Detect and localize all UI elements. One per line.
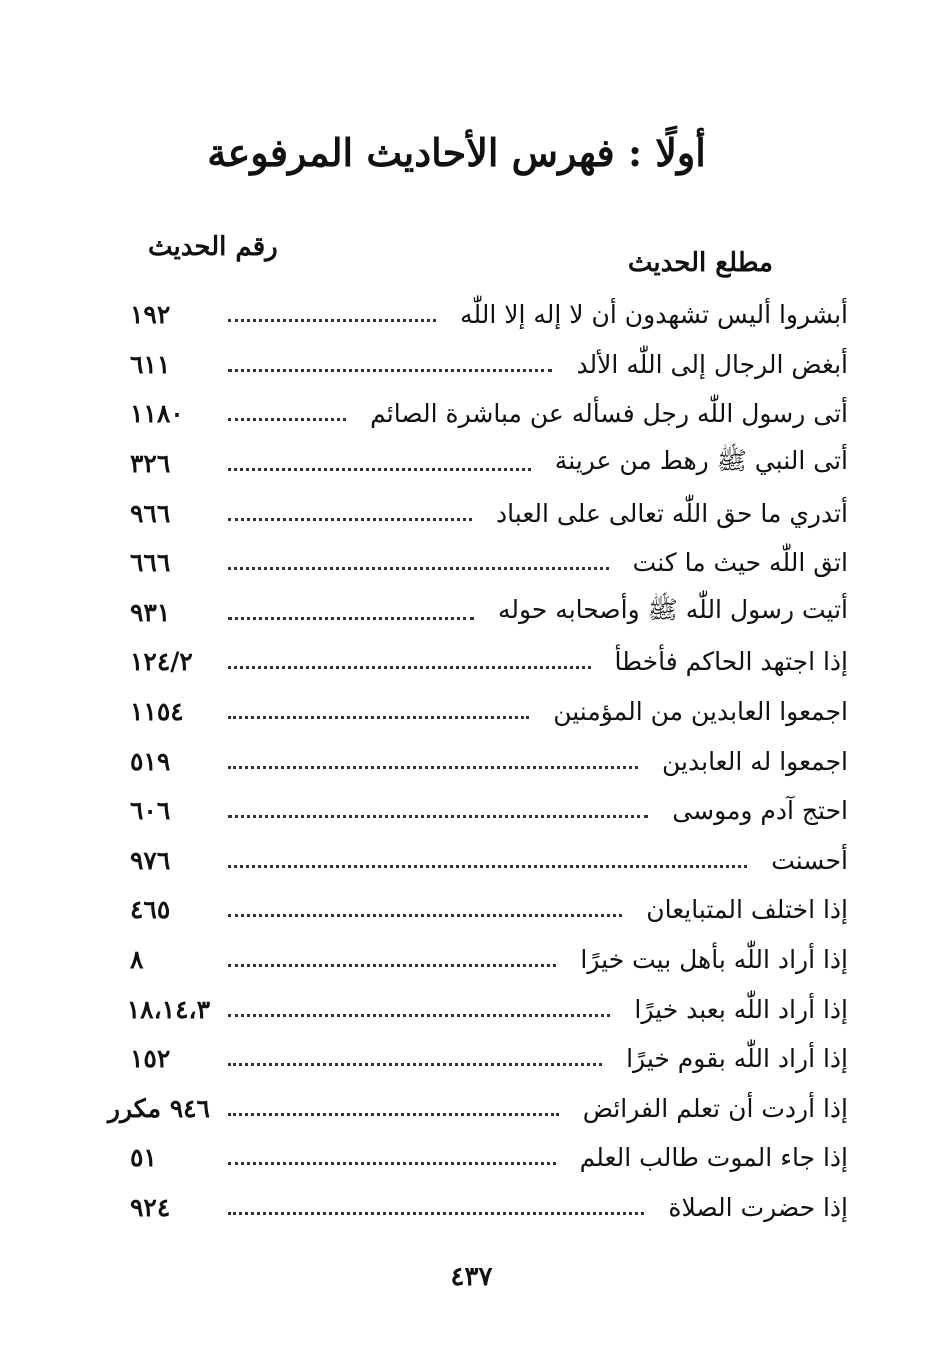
dot-leader [228, 1212, 644, 1215]
dot-leader [228, 1162, 556, 1165]
entry-number: ٩٦٦ [130, 498, 171, 528]
index-entries-list [107, 290, 848, 1232]
dot-leader [228, 815, 648, 818]
dot-leader [228, 964, 556, 967]
entry-text: إذا جاء الموت طالب العلم [579, 1143, 848, 1173]
dot-leader [228, 716, 529, 719]
dot-leader [228, 666, 591, 669]
entry-number: ٣٢٦ [130, 449, 171, 479]
entry-number: ١٢٤/٢ [130, 647, 193, 677]
entry-text: إذا أراد اللّٰه بقوم خيرًا [626, 1044, 848, 1074]
entry-number: ٦٦٦ [130, 548, 171, 578]
index-entry [130, 736, 848, 786]
dot-leader [228, 418, 346, 421]
dot-leader [228, 617, 474, 620]
entry-text: احتج آدم وموسى [672, 796, 848, 826]
index-entry [126, 984, 848, 1034]
entry-number: ١٨،١٤،٣ [126, 994, 210, 1024]
entry-number: ٩٣١ [130, 597, 171, 627]
entry-text: أتى رسول اللّٰه رجل فسأله عن مباشرة الصائم [370, 399, 848, 429]
index-entry [130, 885, 848, 935]
entry-text: أتدري ما حق اللّٰه تعالى على العباد [496, 498, 848, 528]
index-entry [130, 687, 848, 737]
entry-text: أتيت رسول اللّٰه ﷺ وأصحابه حوله [497, 594, 848, 624]
index-entry [130, 1133, 848, 1183]
dot-leader [228, 766, 638, 769]
entry-text: اجمعوا العابدين من المؤمنين [553, 697, 848, 727]
index-entry [130, 588, 848, 638]
entry-number: ٥١٩ [130, 746, 171, 776]
index-entry [130, 488, 848, 538]
index-entry [130, 439, 848, 489]
index-entry [130, 637, 848, 687]
page-title: أولًا : فهرس الأحاديث المرفوعة [207, 130, 706, 175]
index-entry [130, 836, 848, 886]
entry-number: ٩٢٤ [130, 1192, 171, 1222]
entry-text: إذا أردت أن تعلم الفرائض [582, 1093, 848, 1123]
entry-number: ٩٧٦ [130, 845, 171, 875]
entry-text: أبغض الرجال إلى اللّٰه الألد [576, 349, 848, 379]
index-entry [130, 290, 848, 340]
entry-text: إذا اختلف المتبايعان [646, 895, 848, 925]
entry-text: إذا اجتهد الحاكم فأخطأ [614, 647, 848, 677]
dot-leader [228, 1063, 602, 1066]
entry-text: أتى النبي ﷺ رهط من عرينة [554, 446, 848, 476]
index-entry [130, 786, 848, 836]
entry-text: اجمعوا له العابدين [662, 746, 848, 776]
entry-number: ٥١ [130, 1143, 157, 1173]
index-entry [130, 1183, 848, 1233]
entry-number: ٦٠٦ [130, 796, 171, 826]
index-entry [107, 1084, 848, 1134]
dot-leader [228, 567, 609, 570]
column-header-hadith-number: رقم الحديث [148, 232, 278, 262]
dot-leader [228, 865, 747, 868]
entry-text: اتق اللّٰه حيث ما كنت [632, 548, 848, 578]
dot-leader [228, 1014, 610, 1017]
index-entry [130, 1034, 848, 1084]
entry-number: ٦١١ [130, 349, 171, 379]
entry-number: ٩٤٦ مكرر [107, 1093, 210, 1123]
entry-number: ١٩٢ [130, 300, 171, 330]
dot-leader [228, 468, 531, 471]
dot-leader [228, 1113, 559, 1116]
entry-text: إذا أراد اللّٰه بأهل بيت خيرًا [580, 945, 848, 975]
entry-number: ١١٥٤ [130, 697, 184, 727]
dot-leader [228, 369, 552, 372]
entry-number: ١١٨٠ [130, 399, 184, 429]
dot-leader [228, 518, 472, 521]
entry-number: ٤٦٥ [130, 895, 171, 925]
entry-number: ١٥٢ [130, 1044, 171, 1074]
dot-leader [228, 319, 436, 322]
dot-leader [228, 914, 622, 917]
entry-text: إذا أراد اللّٰه بعبد خيرًا [634, 994, 848, 1024]
index-entry [130, 538, 848, 588]
entry-number: ٨ [130, 945, 144, 975]
column-header-hadith-opening: مطلع الحديث [627, 248, 773, 278]
index-entry [130, 935, 848, 985]
entry-text: إذا حضرت الصلاة [668, 1192, 848, 1222]
entry-text: أبشروا أليس تشهدون أن لا إله إلا اللّٰه [460, 300, 848, 330]
index-entry [130, 389, 848, 439]
page-number: ٤٣٧ [450, 1262, 493, 1292]
index-entry [130, 340, 848, 390]
entry-text: أحسنت [771, 845, 848, 875]
